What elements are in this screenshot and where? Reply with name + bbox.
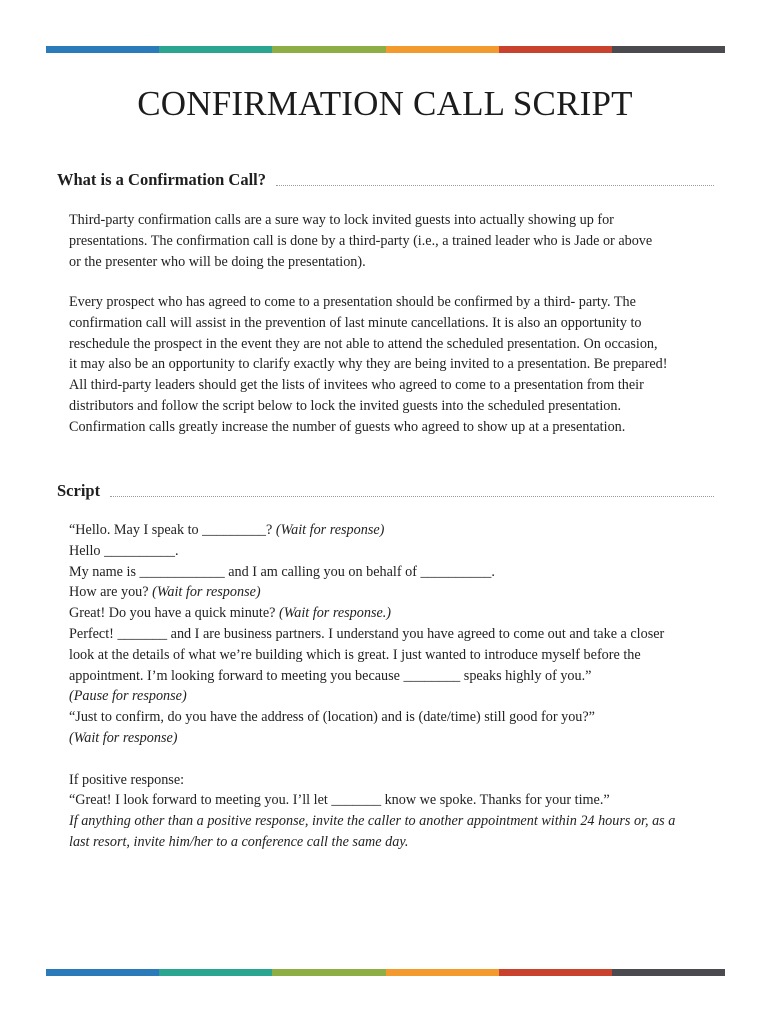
stage-direction: (Wait for response.) <box>278 605 392 622</box>
color-bar-segment-orange <box>386 46 499 53</box>
section-heading-text: What is a Confirmation Call? <box>57 170 267 189</box>
section-heading-what-is <box>57 170 714 190</box>
instruction-note: If anything other than a positive response, invite the caller to another appointment within 24 hours or, as a <box>69 813 676 830</box>
color-bar-segment-gray <box>612 969 725 976</box>
color-bar-segment-green <box>272 969 385 976</box>
script-text: Great! Do you have a quick minute? <box>69 605 276 622</box>
paragraph-line: reschedule the prospect in the event they are not able to attend the scheduled presentation. On occasion, <box>69 335 658 352</box>
page-title: CONFIRMATION CALL SCRIPT <box>137 84 633 123</box>
script-line: “Just to confirm, do you have the address of (location) and is (date/time) still good for you?” <box>69 709 595 726</box>
script-line: My name is ____________ and I am calling you on behalf of __________. <box>69 563 495 580</box>
section-heading-text: Script <box>57 481 101 500</box>
color-bar-segment-red <box>499 46 612 53</box>
color-bar-segment-green <box>272 46 385 53</box>
paragraph-line: or the presenter who will be doing the presentation). <box>69 253 366 270</box>
color-bar-segment-gray <box>612 46 725 53</box>
color-bar-segment-orange <box>386 969 499 976</box>
section-heading-script <box>57 481 714 501</box>
paragraph-line: Confirmation calls greatly increase the number of guests who agreed to show up at a presentation. <box>69 418 626 435</box>
top-color-bar <box>46 46 725 53</box>
script-body <box>69 520 719 853</box>
stage-direction: (Wait for response) <box>69 729 178 746</box>
intro-paragraph <box>69 210 719 272</box>
stage-direction: (Wait for response) <box>152 584 261 601</box>
script-line: Perfect! _______ and I are business partners. I understand you have agreed to come out and take a closer <box>69 625 665 642</box>
script-line <box>69 603 719 624</box>
script-line: look at the details of what we’re building which is great. I just wanted to introduce myself before the <box>69 646 641 663</box>
details-paragraph <box>69 292 719 438</box>
color-bar-segment-teal <box>159 46 272 53</box>
paragraph-line: Third-party confirmation calls are a sure way to lock invited guests into actually showing up for <box>69 212 614 228</box>
paragraph-line: confirmation call will assist in the prevention of last minute cancellations. It is also an opportunity to <box>69 314 642 331</box>
spacer <box>69 749 719 770</box>
paragraph-line: distributors and follow the script below to lock the invited guests into the scheduled presentation. <box>69 397 622 414</box>
color-bar-segment-blue <box>46 46 159 53</box>
script-line: If positive response: <box>69 771 185 788</box>
color-bar-segment-blue <box>46 969 159 976</box>
bottom-color-bar <box>46 969 725 976</box>
script-line: appointment. I’m looking forward to meeting you because ________ speaks highly of you.” <box>69 667 592 684</box>
dotted-rule <box>276 185 714 186</box>
paragraph-line: All third-party leaders should get the lists of invitees who agreed to come to a presentation from their <box>69 377 644 394</box>
color-bar-segment-teal <box>159 969 272 976</box>
script-text: “Hello. May I speak to _________? <box>69 522 273 538</box>
instruction-note: last resort, invite him/her to a conference call the same day. <box>69 833 409 850</box>
script-line <box>69 520 719 541</box>
stage-direction: (Pause for response) <box>69 688 187 705</box>
color-bar-segment-red <box>499 969 612 976</box>
paragraph-line: presentations. The confirmation call is done by a third-party (i.e., a trained leader who is Jade or above <box>69 232 653 249</box>
stage-direction: (Wait for response) <box>275 522 385 538</box>
dotted-rule <box>110 496 714 497</box>
paragraph-line: it may also be an opportunity to clarify exactly why they are being invited to a presentation. Be prepared! <box>69 356 668 373</box>
script-line: Hello __________. <box>69 542 179 559</box>
script-line <box>69 582 719 603</box>
paragraph-line: Every prospect who has agreed to come to a presentation should be confirmed by a third- party. The <box>69 294 636 310</box>
script-line: “Great! I look forward to meeting you. I’ll let _______ know we spoke. Thanks for your time.” <box>69 792 610 809</box>
script-text: How are you? <box>69 584 149 601</box>
